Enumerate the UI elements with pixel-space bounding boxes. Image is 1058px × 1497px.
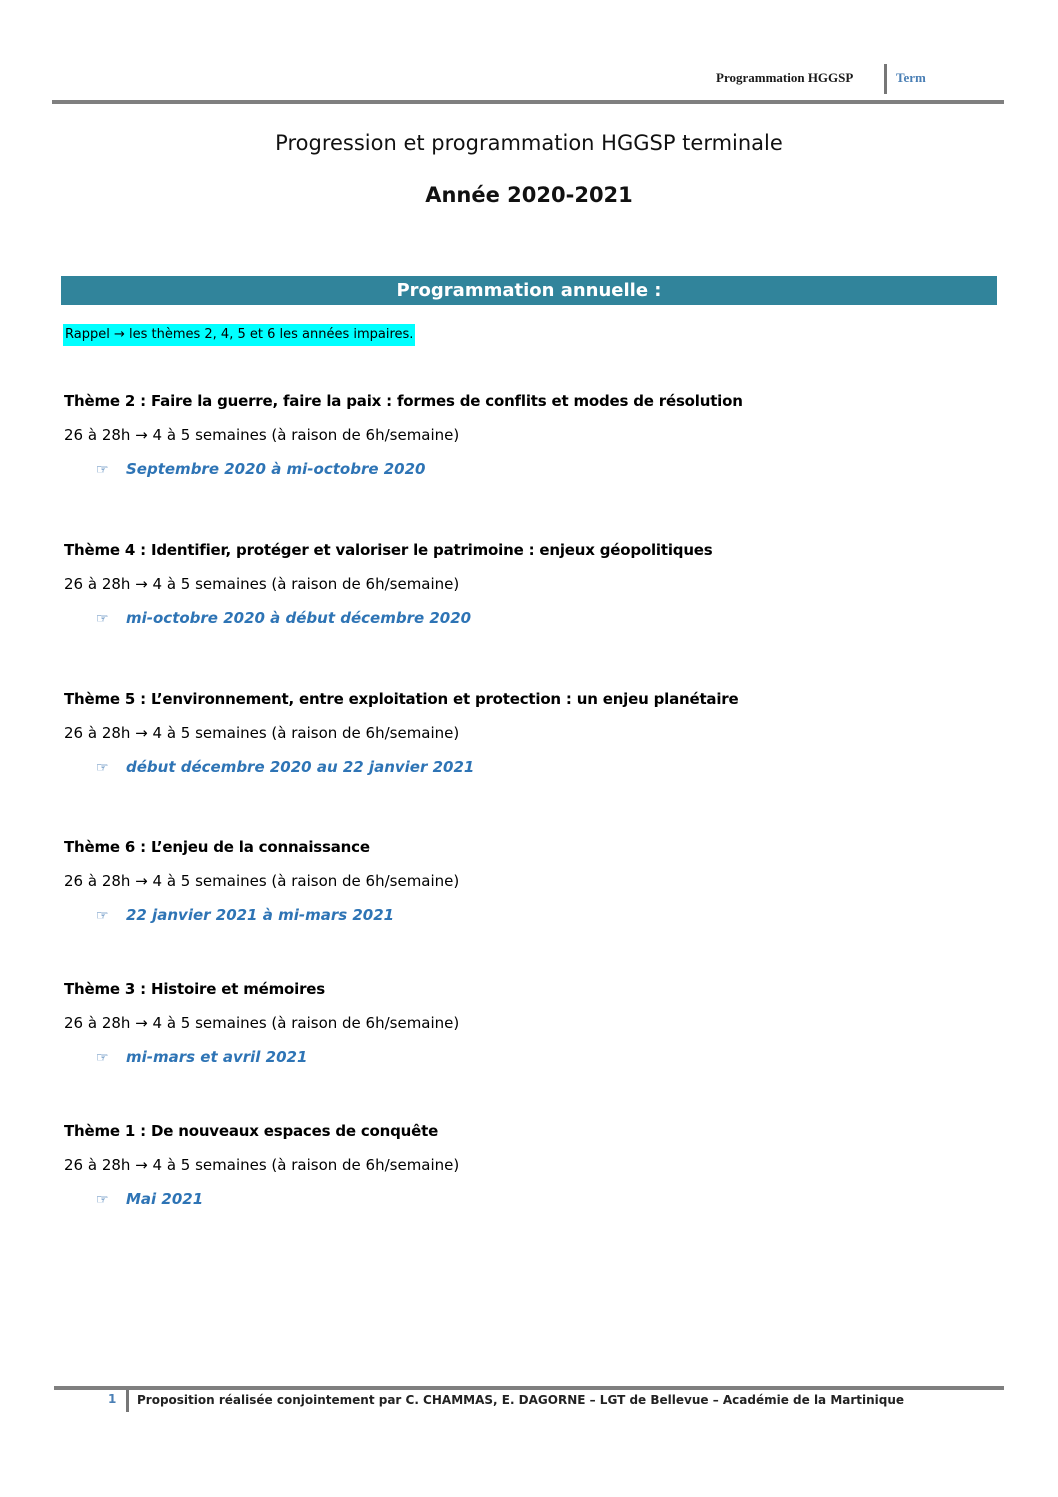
pointing-hand-icon: ☞: [96, 759, 109, 775]
theme-title: Thème 2 : Faire la guerre, faire la paix : formes de conflits et modes de résolution: [64, 392, 743, 410]
theme-title: Thème 3 : Histoire et mémoires: [64, 980, 325, 998]
theme-block: [64, 1120, 964, 1210]
theme-period: [96, 1188, 964, 1210]
pointing-hand-icon: ☞: [96, 1191, 109, 1207]
section-banner: Programmation annuelle :: [61, 276, 997, 305]
pointing-hand-icon: ☞: [96, 610, 109, 626]
theme-period: [96, 904, 964, 926]
theme-period-text: Septembre 2020 à mi-octobre 2020: [126, 460, 426, 478]
theme-period-text: début décembre 2020 au 22 janvier 2021: [126, 758, 475, 776]
header-separator: [884, 64, 887, 94]
footer-credits: Proposition réalisée conjointement par C. CHAMMAS, E. DAGORNE – LGT de Bellevue – Académie de la Martinique: [137, 1393, 905, 1407]
theme-duration: 26 à 28h → 4 à 5 semaines (à raison de 6h/semaine): [64, 1014, 460, 1032]
theme-period-text: mi-octobre 2020 à début décembre 2020: [126, 609, 472, 627]
theme-title: Thème 1 : De nouveaux espaces de conquête: [64, 1122, 439, 1140]
theme-period: [96, 756, 964, 778]
header-rule: [52, 100, 1004, 104]
theme-block: [64, 836, 964, 926]
theme-period-text: 22 janvier 2021 à mi-mars 2021: [126, 906, 395, 924]
theme-duration: 26 à 28h → 4 à 5 semaines (à raison de 6h/semaine): [64, 872, 460, 890]
header-title: Programmation HGGSP: [716, 70, 854, 85]
theme-block: [64, 688, 964, 778]
footer-separator: [126, 1390, 129, 1412]
theme-duration: 26 à 28h → 4 à 5 semaines (à raison de 6h/semaine): [64, 426, 460, 444]
rappel-note: Rappel → les thèmes 2, 4, 5 et 6 les années impaires.: [63, 324, 415, 346]
page-number: 1: [108, 1392, 117, 1406]
document-year: Année 2020-2021: [425, 183, 633, 207]
pointing-hand-icon: ☞: [96, 1049, 109, 1065]
theme-title: Thème 4 : Identifier, protéger et valoriser le patrimoine : enjeux géopolitiques: [64, 541, 713, 559]
theme-period-text: mi-mars et avril 2021: [126, 1048, 308, 1066]
theme-duration: 26 à 28h → 4 à 5 semaines (à raison de 6h/semaine): [64, 1156, 460, 1174]
theme-block: [64, 539, 964, 629]
theme-duration: 26 à 28h → 4 à 5 semaines (à raison de 6h/semaine): [64, 724, 460, 742]
theme-block: [64, 978, 964, 1068]
theme-period: [96, 458, 964, 480]
document-title: Progression et programmation HGGSP terminale: [275, 131, 783, 155]
footer-rule: [54, 1386, 1004, 1390]
theme-period-text: Mai 2021: [126, 1190, 204, 1208]
header-level: Term: [896, 70, 926, 85]
theme-period: [96, 607, 964, 629]
pointing-hand-icon: ☞: [96, 461, 109, 477]
theme-duration: 26 à 28h → 4 à 5 semaines (à raison de 6h/semaine): [64, 575, 460, 593]
theme-title: Thème 5 : L’environnement, entre exploitation et protection : un enjeu planétaire: [64, 690, 739, 708]
theme-period: [96, 1046, 964, 1068]
theme-block: [64, 390, 964, 480]
theme-title: Thème 6 : L’enjeu de la connaissance: [64, 838, 370, 856]
pointing-hand-icon: ☞: [96, 907, 109, 923]
